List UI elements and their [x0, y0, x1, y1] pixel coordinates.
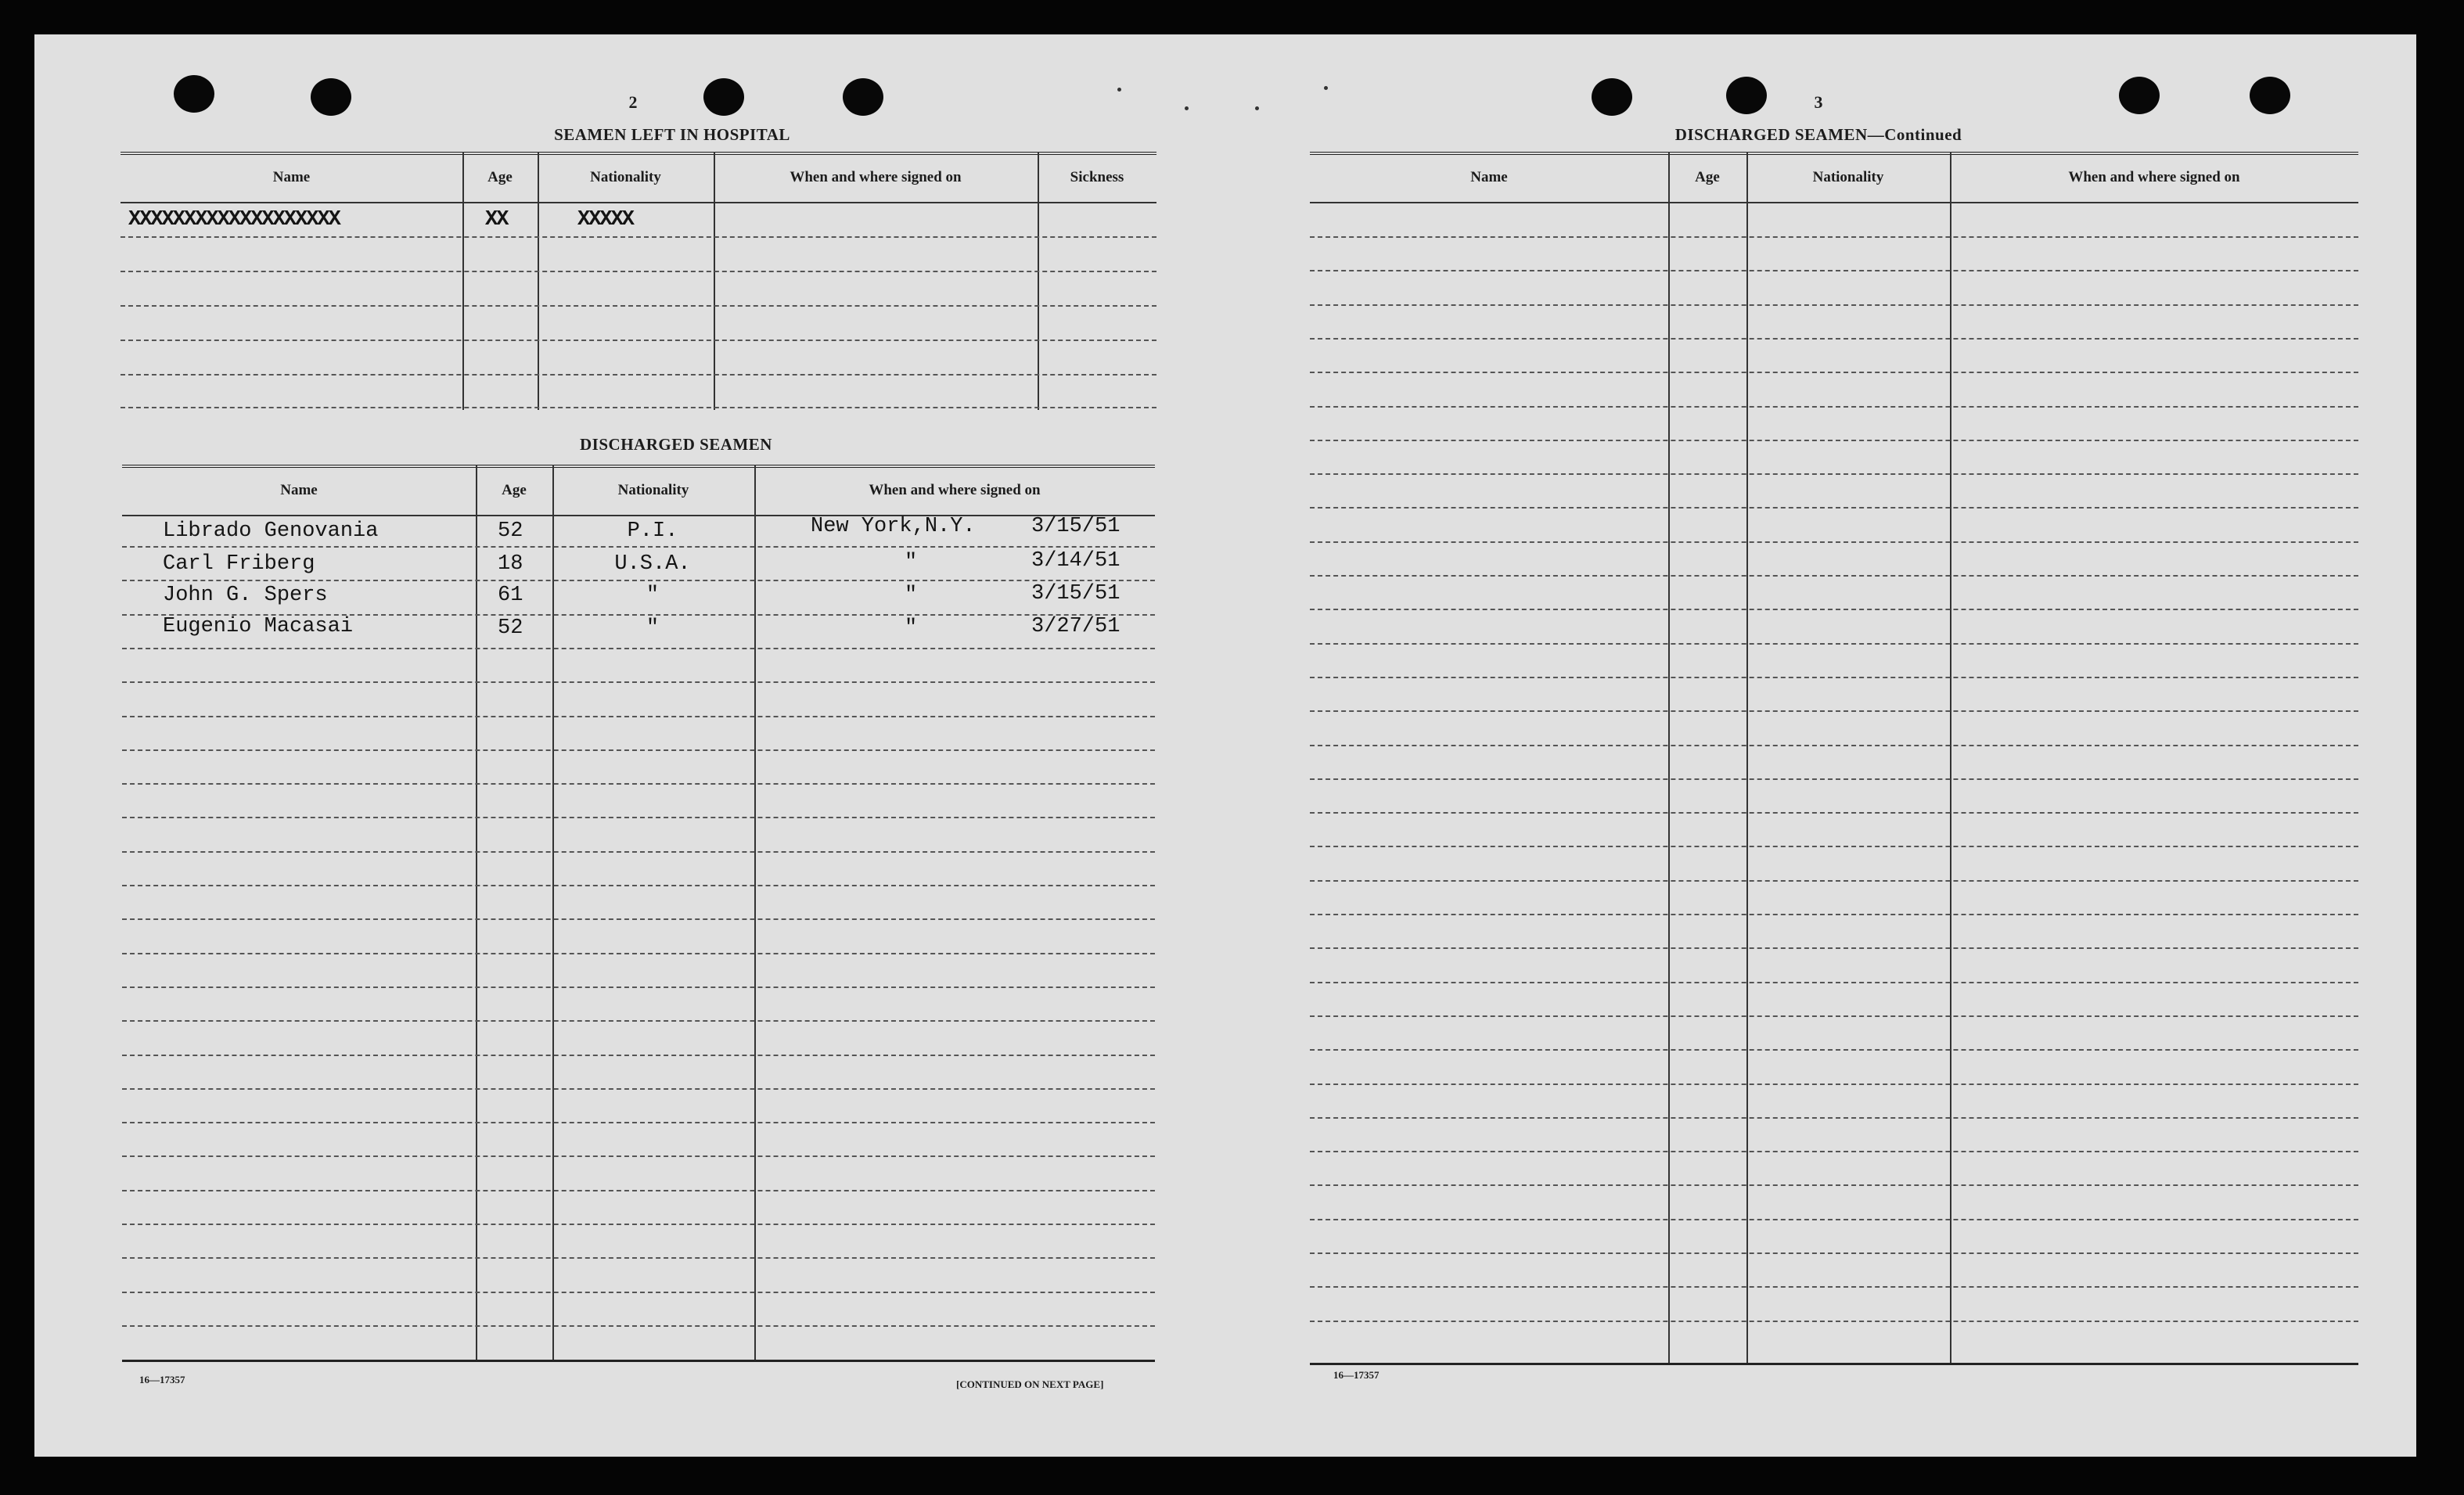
faint-signature: ​ [1417, 995, 1422, 1031]
hospital-table [121, 152, 1156, 410]
row-line [1310, 1252, 2358, 1254]
discharged-place-cell: New York,N.Y. [811, 515, 976, 538]
continued-col-signed-on: When and where signed on [2068, 169, 2240, 185]
row-line [1310, 609, 2358, 610]
row-line [122, 681, 1155, 683]
row-line [1310, 643, 2358, 645]
row-line [1310, 1321, 2358, 1322]
row-line [1310, 947, 2358, 949]
discharged-place-cell: " [905, 616, 918, 640]
row-line [122, 986, 1155, 988]
discharged-nationality-cell: " [646, 584, 660, 607]
row-line [122, 1257, 1155, 1259]
row-line [122, 648, 1155, 649]
row-line [122, 783, 1155, 785]
punch-hole [843, 78, 883, 116]
row-line [122, 716, 1155, 717]
row-line [1310, 1219, 2358, 1220]
discharged-name-cell: John G. Spers [163, 584, 328, 607]
hospital-col-nationality: Nationality [590, 169, 661, 185]
row-line [1310, 1184, 2358, 1186]
continued-section-title: DISCHARGED SEAMEN—Continued [1674, 125, 1962, 144]
row-line [122, 953, 1155, 954]
row-line [1310, 745, 2358, 746]
discharged-age-cell: 52 [498, 519, 523, 543]
row-line [122, 1122, 1155, 1123]
hospital-name-cell: XXXXXXXXXXXXXXXXXXX [128, 208, 340, 232]
punch-hole [2119, 77, 2160, 114]
hospital-section-title: SEAMEN LEFT IN HOSPITAL [554, 125, 790, 144]
punch-hole [2250, 77, 2290, 114]
row-line [122, 817, 1155, 818]
discharged-place-cell: " [905, 551, 918, 574]
row-line [1310, 677, 2358, 678]
punch-hole [1726, 77, 1767, 114]
discharged-section-title: DISCHARGED SEAMEN [580, 435, 772, 454]
row-line [122, 580, 1155, 581]
left-footer-form-number: 16—17357 [139, 1374, 185, 1385]
row-line [122, 851, 1155, 853]
discharged-date-cell: 3/27/51 [1031, 615, 1120, 638]
hospital-nationality-cell: XXXXX [577, 208, 634, 232]
continued-note: [CONTINUED ON NEXT PAGE] [956, 1378, 1104, 1390]
row-line [1310, 914, 2358, 915]
discharged-nationality-cell: " [646, 616, 660, 640]
row-line [1310, 372, 2358, 373]
continued-col-nationality: Nationality [1812, 169, 1884, 185]
row-line [1310, 304, 2358, 306]
row-line [1310, 1151, 2358, 1152]
row-line [1310, 541, 2358, 543]
row-line [1310, 507, 2358, 509]
form-sheet [34, 34, 2416, 1457]
row-line [1310, 575, 2358, 577]
discharged-age-cell: 52 [498, 616, 523, 640]
discharged-name-cell: Eugenio Macasai [163, 615, 354, 638]
row-line [122, 614, 1155, 616]
row-line [122, 749, 1155, 751]
row-line [1310, 1015, 2358, 1017]
row-line [1310, 406, 2358, 408]
row-line [1310, 1117, 2358, 1119]
speck [1255, 106, 1259, 110]
right-footer-form-number: 16—17357 [1333, 1369, 1379, 1381]
hospital-col-name: Name [272, 169, 311, 185]
discharged-col-age: Age [502, 482, 527, 498]
row-line [122, 1020, 1155, 1022]
continued-col-name: Name [1470, 169, 1508, 185]
discharged-age-cell: 18 [498, 552, 523, 576]
discharged-date-cell: 3/15/51 [1031, 515, 1120, 538]
row-line [1310, 1286, 2358, 1288]
row-line [122, 1224, 1155, 1225]
row-line [1310, 812, 2358, 814]
row-line [1310, 236, 2358, 238]
speck [1324, 86, 1328, 90]
discharged-table [122, 465, 1155, 1361]
row-line [1310, 473, 2358, 475]
punch-hole [174, 75, 214, 113]
row-line [1310, 982, 2358, 983]
row-line [1310, 338, 2358, 340]
discharged-col-signed-on: When and where signed on [869, 482, 1041, 498]
row-line [1310, 270, 2358, 271]
row-line [1310, 846, 2358, 847]
discharged-nationality-cell: U.S.A. [614, 552, 691, 576]
discharged-date-cell: 3/15/51 [1031, 582, 1120, 606]
discharged-nationality-cell: P.I. [627, 519, 678, 543]
right-page-number: 3 [1814, 92, 1823, 112]
discharged-col-nationality: Nationality [617, 482, 689, 498]
discharged-name-cell: Librado Genovania [163, 519, 379, 543]
row-line [1310, 880, 2358, 882]
discharged-col-name: Name [280, 482, 318, 498]
punch-hole [311, 78, 351, 116]
row-line [1310, 1084, 2358, 1085]
left-page-number: 2 [628, 92, 638, 112]
continued-col-age: Age [1695, 169, 1720, 185]
speck [1117, 88, 1121, 92]
row-line [122, 885, 1155, 886]
row-line [122, 1292, 1155, 1293]
discharged-continued-table [1310, 152, 2358, 1364]
row-line [122, 1190, 1155, 1191]
row-line [1310, 778, 2358, 780]
discharged-age-cell: 61 [498, 584, 523, 607]
row-line [122, 1325, 1155, 1327]
row-line [1310, 440, 2358, 441]
discharged-name-cell: Carl Friberg [163, 552, 315, 576]
discharged-place-cell: " [905, 584, 918, 607]
row-line [122, 1055, 1155, 1056]
discharged-date-cell: 3/14/51 [1031, 549, 1120, 573]
row-line [1310, 1049, 2358, 1051]
hospital-col-sickness: Sickness [1070, 169, 1124, 185]
hospital-age-cell: XX [485, 208, 508, 232]
row-line [122, 1088, 1155, 1090]
hospital-col-age: Age [487, 169, 513, 185]
hospital-col-signed-on: When and where signed on [790, 169, 962, 185]
row-line [122, 1155, 1155, 1157]
speck [1185, 106, 1189, 110]
row-line [1310, 710, 2358, 712]
row-line [122, 918, 1155, 920]
row-line [122, 546, 1155, 548]
punch-hole [703, 78, 744, 116]
punch-hole [1592, 78, 1632, 116]
